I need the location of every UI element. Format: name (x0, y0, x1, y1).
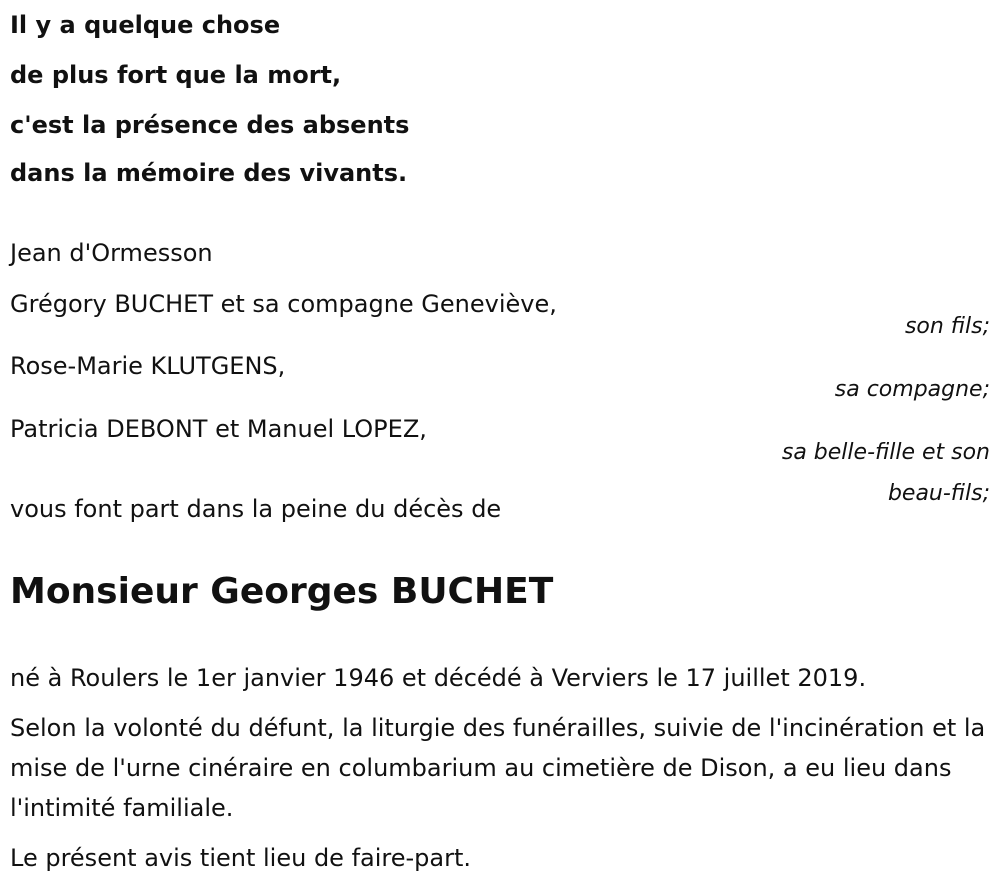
quote-line-3: c'est la présence des absents (10, 111, 410, 139)
family-relation-3b: beau-fils; (887, 481, 990, 506)
birth-death-info: né à Roulers le 1er janvier 1946 et décédé à Verviers le 17 juillet 2019. (10, 664, 867, 692)
family-relation-3a: sa belle-fille et son (781, 440, 990, 465)
family-relation-2: sa compagne; (834, 377, 990, 402)
notice-text: Le présent avis tient lieu de faire-part. (10, 844, 472, 872)
deceased-name: Monsieur Georges BUCHET (10, 571, 554, 612)
quote-author: Jean d'Ormesson (10, 239, 213, 267)
quote-line-2: de plus fort que la mort, (10, 61, 342, 89)
quote-line-1: Il y a quelque chose (10, 11, 281, 39)
family-member-2: Rose-Marie KLUTGENS, (10, 352, 286, 380)
family-relation-1: son fils; (904, 314, 990, 339)
quote-line-4: dans la mémoire des vivants. (10, 159, 408, 187)
family-member-3: Patricia DEBONT et Manuel LOPEZ, (10, 415, 427, 443)
family-member-1: Grégory BUCHET et sa compagne Geneviève, (10, 290, 557, 318)
funeral-info: Selon la volonté du défunt, la liturgie des funérailles, suivie de l'incinération et la mise de l'urne cinéraire en columbarium au cimetière de Dison, a eu lieu dans l'intimité familiale. (10, 714, 986, 822)
announcement-text: vous font part dans la peine du décès de (10, 495, 502, 523)
